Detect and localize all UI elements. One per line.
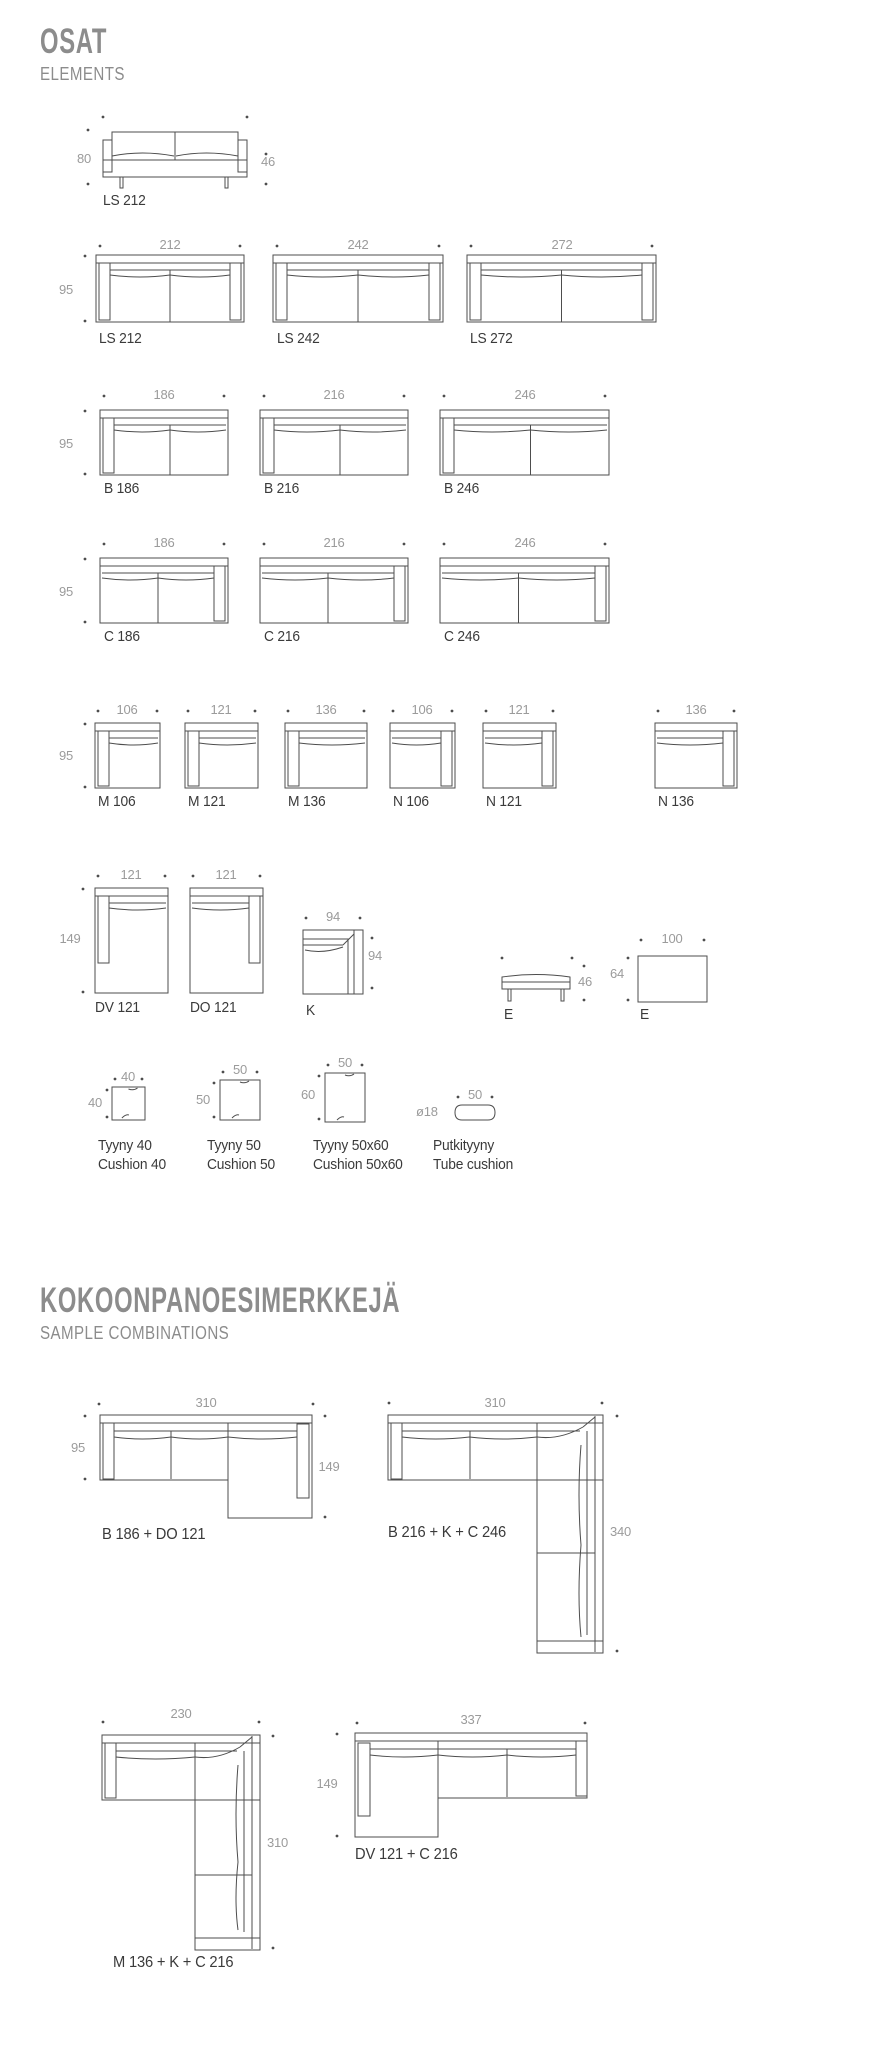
label-m121: M 121 (188, 793, 226, 810)
dim-dv121-width: 121 (120, 867, 142, 882)
dim-n106-width: 106 (411, 702, 433, 717)
dim-mn-depth: 95 (58, 748, 74, 763)
dim-combo4-chaise: 149 (316, 1776, 338, 1791)
dim-combo1-depth: 95 (70, 1440, 86, 1455)
dim-b186-width: 186 (153, 387, 175, 402)
diagram-cushion-50 (213, 1071, 260, 1120)
dim-c216-width: 216 (323, 535, 345, 550)
dim-cushion40-w: 40 (120, 1069, 136, 1084)
label-do121: DO 121 (190, 999, 237, 1016)
diagram-cushion-5060 (318, 1064, 365, 1122)
label-cushion5060-fi: Tyyny 50x60 (313, 1137, 389, 1154)
label-c246: C 246 (444, 628, 480, 645)
label-front-ls212: LS 212 (103, 192, 146, 209)
dim-c246-width: 246 (514, 535, 536, 550)
dim-ls272-width: 272 (551, 237, 573, 252)
label-bench-side: E (504, 1006, 514, 1023)
dim-front-height: 80 (76, 151, 92, 166)
dim-combo3-height: 310 (267, 1835, 289, 1850)
label-cushion40-en: Cushion 40 (98, 1156, 166, 1173)
diagram-combo1 (84, 1403, 327, 1519)
diagram-ls212 (84, 245, 244, 323)
diagram-n136 (655, 710, 737, 788)
label-cushion40-fi: Tyyny 40 (98, 1137, 152, 1154)
dim-cushion50-w: 50 (232, 1062, 248, 1077)
diagram-m136 (285, 710, 367, 788)
diagram-m106 (84, 710, 160, 789)
label-combo2: B 216 + K + C 246 (388, 1524, 506, 1541)
label-ls212: LS 212 (99, 330, 142, 347)
dim-corner-depth: 94 (368, 948, 383, 963)
section-elements-title: OSAT (40, 22, 108, 61)
dim-b-depth: 95 (58, 436, 74, 451)
dim-combo1-width: 310 (195, 1395, 217, 1410)
diagram-n106 (390, 710, 455, 788)
dim-n121-width: 121 (508, 702, 530, 717)
section-elements-subtitle: ELEMENTS (40, 64, 125, 84)
label-combo1: B 186 + DO 121 (102, 1526, 206, 1543)
diagram-b216 (260, 395, 408, 475)
dim-m106-width: 106 (116, 702, 138, 717)
dim-m136-width: 136 (315, 702, 337, 717)
diagram-ls272 (467, 245, 656, 322)
dim-ls-depth: 95 (58, 282, 74, 297)
diagram-c186 (84, 543, 228, 624)
diagram-corner-k (303, 917, 373, 994)
label-m106: M 106 (98, 793, 136, 810)
label-b246: B 246 (444, 480, 480, 497)
label-tube-en: Tube cushion (433, 1156, 514, 1173)
label-cushion50-fi: Tyyny 50 (207, 1137, 261, 1154)
dim-b216-width: 216 (323, 387, 345, 402)
label-ls272: LS 272 (470, 330, 513, 347)
dim-chaise-depth: 149 (59, 931, 81, 946)
label-b216: B 216 (264, 480, 300, 497)
dim-combo4-width: 337 (460, 1712, 482, 1727)
diagram-do121 (190, 875, 263, 993)
dim-b246-width: 246 (514, 387, 536, 402)
dim-bench-height: 46 (578, 974, 593, 989)
dim-tube-diameter: ø18 (416, 1104, 438, 1119)
dim-combo1-chaise: 149 (318, 1459, 340, 1474)
dim-combo2-width: 310 (484, 1395, 506, 1410)
label-combo3: M 136 + K + C 216 (113, 1954, 234, 1971)
label-cushion50-en: Cushion 50 (207, 1156, 275, 1173)
dim-cushion5060-w: 50 (337, 1055, 353, 1070)
dim-do121-width: 121 (215, 867, 237, 882)
label-c186: C 186 (104, 628, 140, 645)
section-combinations-subtitle: SAMPLE COMBINATIONS (40, 1323, 230, 1343)
diagram-n121 (483, 710, 556, 788)
diagram-c246 (440, 543, 609, 623)
dim-c-depth: 95 (58, 584, 74, 599)
diagram-dv121 (82, 875, 168, 994)
section-combinations-title: KOKOONPANOESIMERKKEJÄ (40, 1281, 401, 1320)
label-bench-top: E (640, 1006, 650, 1023)
diagram-bench-top (627, 939, 707, 1002)
dim-ls212-width: 212 (159, 237, 181, 252)
label-n106: N 106 (393, 793, 429, 810)
diagram-b186 (84, 395, 228, 476)
label-n136: N 136 (658, 793, 694, 810)
dim-corner-width: 94 (325, 909, 341, 924)
dim-bench-top-depth: 64 (610, 966, 625, 981)
dim-bench-top-width: 100 (661, 931, 683, 946)
label-combo4: DV 121 + C 216 (355, 1846, 458, 1863)
diagram-bench-side (501, 957, 586, 1002)
dim-ls242-width: 242 (347, 237, 369, 252)
label-c216: C 216 (264, 628, 300, 645)
diagram-combo3 (102, 1721, 275, 1950)
dim-cushion40-h: 40 (88, 1095, 103, 1110)
dim-combo2-height: 340 (610, 1524, 632, 1539)
label-tube-fi: Putkityyny (433, 1137, 495, 1154)
dim-m121-width: 121 (210, 702, 232, 717)
label-n121: N 121 (486, 793, 522, 810)
dim-cushion5060-h: 60 (301, 1087, 316, 1102)
diagram-b246 (440, 395, 609, 475)
dim-cushion50-h: 50 (196, 1092, 211, 1107)
dim-n136-width: 136 (685, 702, 707, 717)
dim-front-seat-height: 46 (260, 154, 276, 169)
dim-combo3-width: 230 (170, 1706, 192, 1721)
label-m136: M 136 (288, 793, 326, 810)
diagram-front-ls212 (87, 116, 268, 188)
label-corner-k: K (306, 1002, 316, 1019)
diagram-combo4 (336, 1722, 587, 1838)
label-cushion5060-en: Cushion 50x60 (313, 1156, 403, 1173)
label-ls242: LS 242 (277, 330, 320, 347)
diagram-ls242 (273, 245, 443, 322)
label-dv121: DV 121 (95, 999, 140, 1016)
diagram-c216 (260, 543, 408, 623)
diagram-m121 (185, 710, 258, 788)
dim-c186-width: 186 (153, 535, 175, 550)
dim-tube-length: 50 (467, 1087, 483, 1102)
label-b186: B 186 (104, 480, 140, 497)
